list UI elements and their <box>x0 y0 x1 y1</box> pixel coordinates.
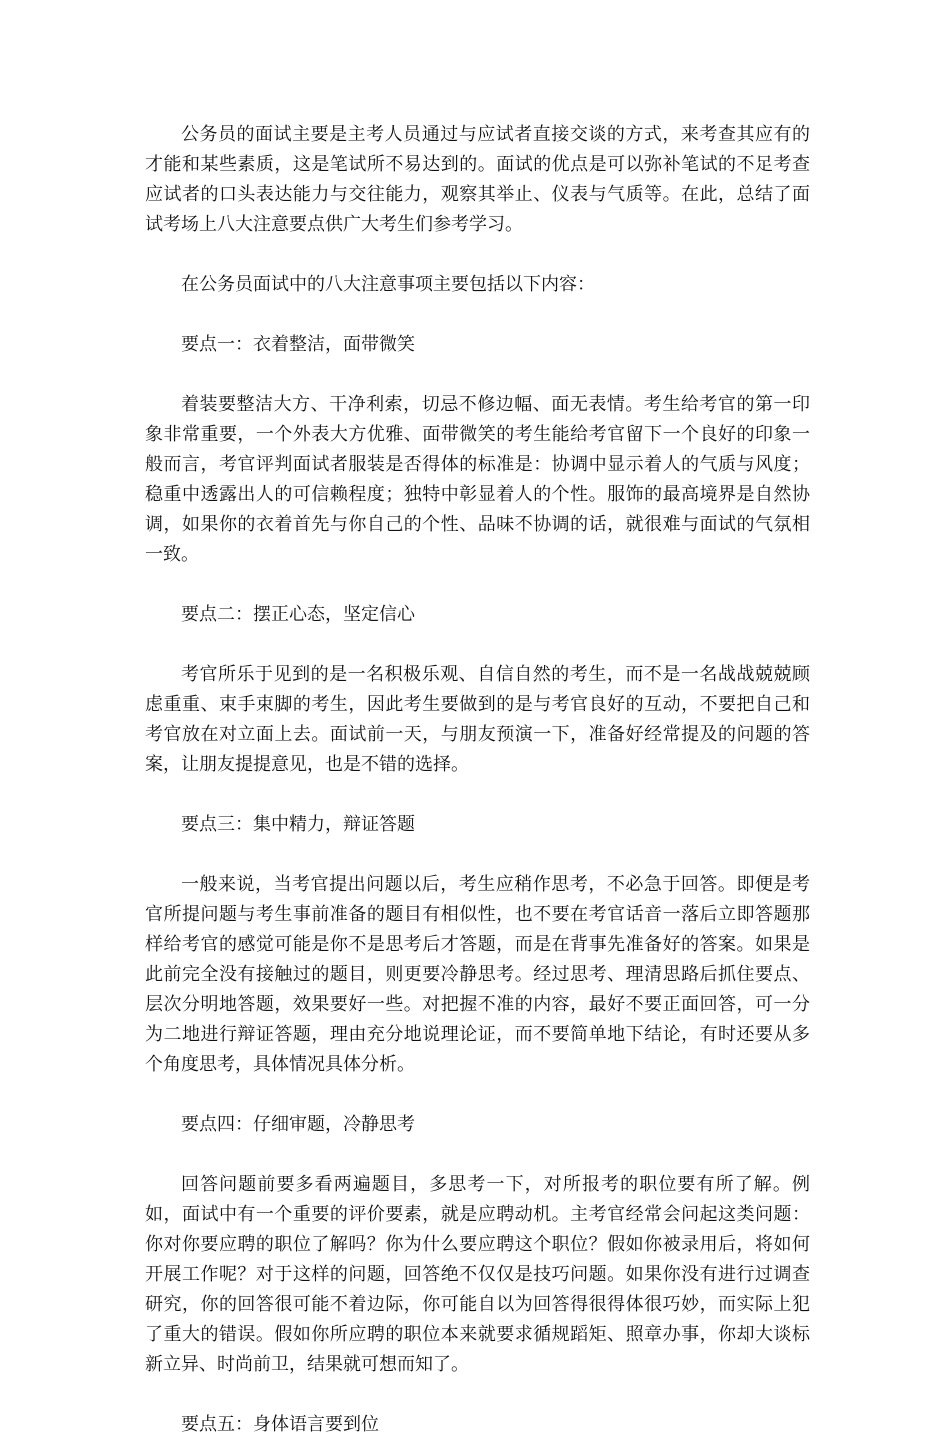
point-2-body: 考官所乐于见到的是一名积极乐观、自信自然的考生，而不是一名战战兢兢顾虑重重、束手束脚的考生，因此考生要做到的是与考官良好的互动，不要把自己和考官放在对立面上去。面试前一天，与朋友预演一下，准备好经常提及的问题的答案，让朋友提提意见，也是不错的选择。 <box>145 664 810 775</box>
document-page <box>145 120 810 1440</box>
spacer <box>145 360 810 390</box>
spacer <box>145 1080 810 1110</box>
point-1-heading: 要点一：衣着整洁，面带微笑 <box>181 334 415 355</box>
spacer <box>145 240 810 270</box>
spacer <box>145 630 810 660</box>
spacer <box>145 1380 810 1410</box>
intro-paragraph: 公务员的面试主要是主考人员通过与应试者直接交谈的方式，来考查其应有的才能和某些素质，这是笔试所不易达到的。面试的优点是可以弥补笔试的不足考查应试者的口头表达能力与交往能力，观察其举止、仪表与气质等。在此，总结了面试考场上八大注意要点供广大考生们参考学习。 <box>145 124 810 235</box>
spacer <box>145 840 810 870</box>
spacer <box>145 780 810 810</box>
lead-line: 在公务员面试中的八大注意事项主要包括以下内容： <box>181 274 595 295</box>
point-5-heading: 要点五：身体语言要到位 <box>181 1414 379 1435</box>
point-3-body: 一般来说，当考官提出问题以后，考生应稍作思考，不必急于回答。即便是考官所提问题与考生事前准备的题目有相似性，也不要在考官话音一落后立即答题那样给考官的感觉可能是你不是思考后才答题，而是在背事先准备好的答案。如果是此前完全没有接触过的题目，则更要冷静思考。经过思考、理清思路后抓住要点、层次分明地答题，效果要好一些。对把握不准的内容，最好不要正面回答，可一分为二地进行辩证答题，理由充分地说理论证，而不要简单地下结论，有时还要从多个角度思考，具体情况具体分析。 <box>145 874 810 1075</box>
point-1-body: 着装要整洁大方、干净利索，切忌不修边幅、面无表情。考生给考官的第一印象非常重要，一个外表大方优雅、面带微笑的考生能给考官留下一个良好的印象一般而言，考官评判面试者服装是否得体的标准是：协调中显示着人的气质与风度；稳重中透露出人的可信赖程度；独特中彰显着人的个性。服饰的最高境界是自然协调，如果你的衣着首先与你自己的个性、品味不协调的话，就很难与面试的气氛相一致。 <box>145 394 810 565</box>
spacer <box>145 570 810 600</box>
spacer <box>145 300 810 330</box>
point-3-heading: 要点三：集中精力，辩证答题 <box>181 814 415 835</box>
point-2-heading: 要点二：摆正心态，坚定信心 <box>181 604 415 625</box>
spacer <box>145 1140 810 1170</box>
point-4-body: 回答问题前要多看两遍题目，多思考一下，对所报考的职位要有所了解。例如，面试中有一个重要的评价要素，就是应聘动机。主考官经常会问起这类问题：你对你要应聘的职位了解吗？你为什么要应聘这个职位？假如你被录用后，将如何开展工作呢？对于这样的问题，回答绝不仅仅是技巧问题。如果你没有进行过调查研究，你的回答很可能不着边际，你可能自以为回答得很得体很巧妙，而实际上犯了重大的错误。假如你所应聘的职位本来就要求循规蹈矩、照章办事，你却大谈标新立异、时尚前卫，结果就可想而知了。 <box>145 1174 810 1375</box>
point-4-heading: 要点四：仔细审题，冷静思考 <box>181 1114 415 1135</box>
